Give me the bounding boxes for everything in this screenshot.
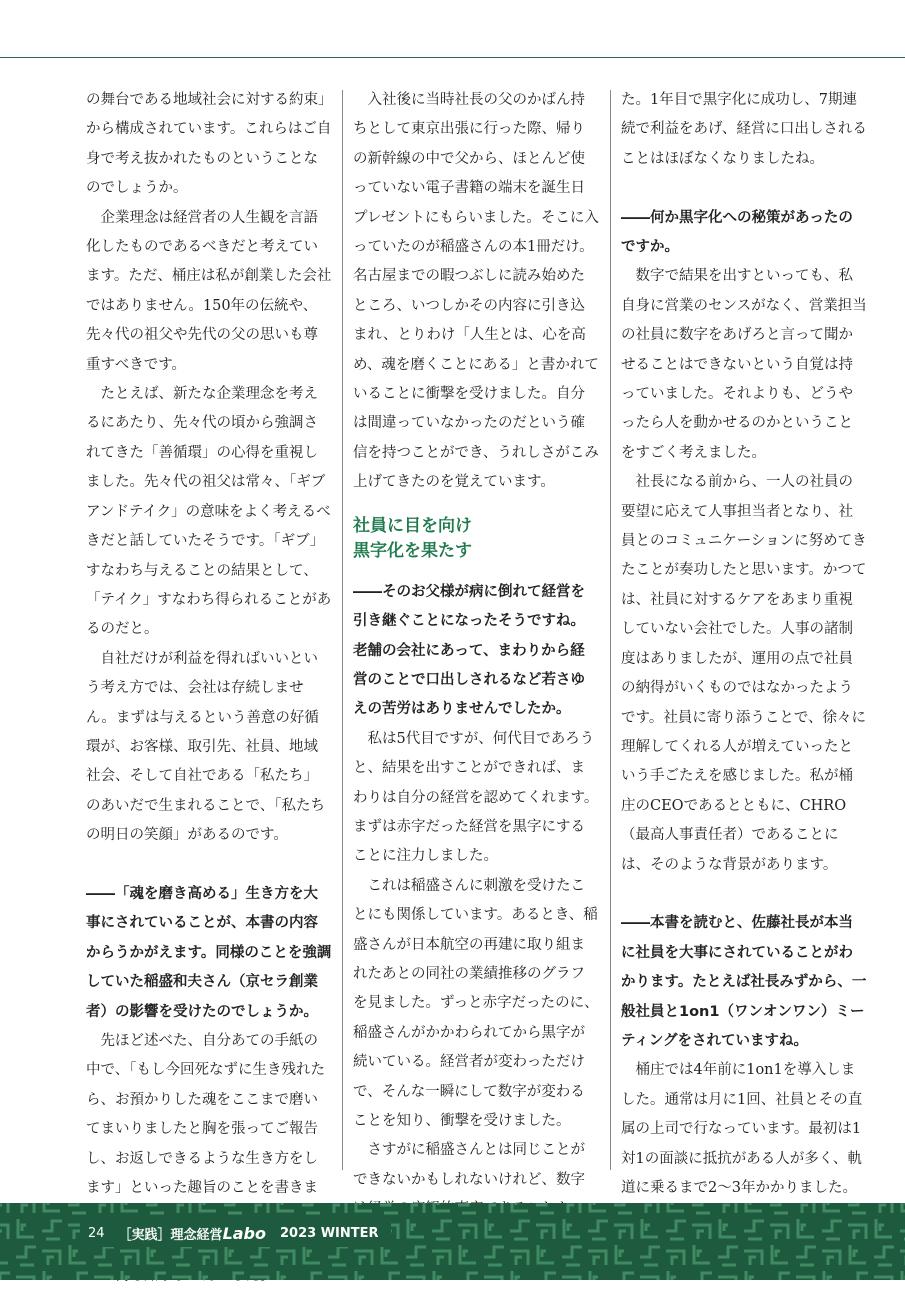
interview-question: ――本書を読むと、佐藤社長が本当に社員を大事にされていることがわかります。たとえば社長みずから、一般社員と1on1（ワンオンワン）ミーティングをされていますね。 xyxy=(621,915,867,1049)
pattern-glyph xyxy=(668,1271,684,1280)
pattern-glyph xyxy=(94,1203,112,1213)
pattern-glyph xyxy=(406,1203,424,1213)
pattern-glyph xyxy=(94,1247,114,1265)
pattern-glyph xyxy=(16,1203,34,1213)
pattern-glyph xyxy=(824,1203,840,1211)
pattern-glyph xyxy=(512,1203,528,1211)
pattern-glyph xyxy=(0,1273,10,1280)
pattern-glyph xyxy=(588,1251,606,1265)
section-heading-line-1: 社員に目を向け xyxy=(353,515,472,536)
issue-label: 2023 WINTER xyxy=(280,1225,379,1241)
pattern-glyph xyxy=(510,1251,528,1265)
pattern-glyph xyxy=(718,1247,738,1265)
pattern-glyph xyxy=(42,1251,60,1265)
pattern-glyph xyxy=(746,1203,762,1211)
pattern-glyph xyxy=(642,1219,658,1237)
pattern-glyph xyxy=(588,1221,608,1239)
pattern-glyph xyxy=(44,1203,60,1211)
pattern-glyph xyxy=(614,1273,634,1280)
pattern-glyph xyxy=(770,1203,790,1213)
pattern-glyph xyxy=(120,1251,138,1265)
pattern-glyph xyxy=(564,1219,580,1237)
pattern-glyph xyxy=(434,1203,450,1211)
pattern-glyph xyxy=(380,1273,400,1280)
pattern-glyph xyxy=(720,1219,736,1237)
pattern-glyph xyxy=(460,1245,476,1263)
pattern-glyph xyxy=(122,1203,138,1211)
pattern-glyph xyxy=(590,1203,606,1211)
paragraph: たとえば、新たな企業理念を考えるにあたり、先々代の頃から強調されてきた「善循環」の心得を重視しました。先々代の祖父は常々、「ギブアンドテイク」の意味をよく考えるべきだと話していたそうです。「ギブ」すなわち与えることの結果として、「テイク」すなわち得られることがあるのだと。 xyxy=(86,386,332,638)
pattern-glyph xyxy=(224,1203,244,1213)
pattern-glyph xyxy=(850,1245,866,1263)
paragraph: 先ほど述べた、自分あての手紙の中で、「もし今回死なずに生き残れたら、お預かりした魂をここまで磨いてまいりましたと胸を張ってご報告し、お返しできるような生き方をします」といった趣旨のことを書きま xyxy=(86,1032,325,1197)
pattern-glyph xyxy=(510,1221,530,1239)
pattern-glyph xyxy=(458,1225,476,1239)
column-divider xyxy=(342,90,343,1170)
page-number: 24 xyxy=(88,1225,105,1241)
pattern-glyph xyxy=(224,1273,244,1280)
pattern-glyph xyxy=(408,1219,424,1237)
pattern-glyph xyxy=(406,1247,426,1265)
pattern-glyph xyxy=(746,1271,762,1280)
pattern-glyph xyxy=(356,1271,372,1280)
pattern-glyph xyxy=(148,1245,164,1263)
pattern-glyph xyxy=(796,1247,816,1265)
pattern-glyph xyxy=(848,1273,868,1280)
interview-question: ――何か黒字化への秘策があったのですか。 xyxy=(621,209,853,256)
pattern-glyph xyxy=(668,1203,684,1211)
pattern-glyph xyxy=(640,1203,658,1213)
pattern-glyph xyxy=(226,1245,242,1263)
paragraph-gap xyxy=(621,174,867,203)
pattern-glyph xyxy=(68,1203,88,1213)
paragraph-gap xyxy=(621,880,867,909)
pattern-glyph xyxy=(538,1245,554,1263)
pattern-glyph xyxy=(434,1271,450,1280)
pattern-glyph xyxy=(458,1273,478,1280)
pattern-glyph xyxy=(796,1203,814,1213)
pattern-glyph xyxy=(70,1245,86,1263)
pattern-glyph xyxy=(328,1203,346,1213)
pattern-glyph xyxy=(16,1247,36,1265)
pattern-glyph xyxy=(486,1219,502,1237)
pattern-glyph xyxy=(356,1203,372,1211)
pattern-glyph xyxy=(770,1273,790,1280)
section-heading-line-2: 黒字化を果たす xyxy=(353,540,472,561)
paragraph: 私は5代目ですが、何代目であろうと、結果を出すことができれば、まわりは自分の経営を認めてくれます。まずは赤字だった経営を黒字にすることに注力しました。 xyxy=(353,730,599,865)
article-column-2 xyxy=(353,86,599,1254)
pattern-glyph xyxy=(146,1203,166,1213)
paragraph: 企業理念は経営者の人生観を言語化したものであるべきだと考えています。ただ、桶庄は私が創業した会社ではありません。150年の伝統や、先々代の祖父や先代の父の思いも尊重すべきです。 xyxy=(86,209,332,373)
pattern-glyph xyxy=(432,1221,452,1239)
paragraph: さすがに稲盛さんとは同じことができないかもしれないけれど、数字 xyxy=(353,1142,585,1188)
paragraph-gap xyxy=(86,851,332,880)
article-column-1 xyxy=(86,86,332,1292)
pattern-glyph xyxy=(328,1247,348,1265)
pattern-glyph xyxy=(18,1219,34,1237)
pattern-glyph xyxy=(692,1203,712,1213)
pattern-glyph xyxy=(874,1203,892,1213)
paragraph: 入社後に当時社長の父のかばん持ちとして東京出張に行った際、帰りの新幹線の中で父から、ほとんど使っていない電子書籍の端末を誕生日プレゼントにもらいました。そこに入っていたのが稲盛さんの本1冊だけ。名古屋までの暇つぶしに読み始めたところ、いつしかその内容に引き込まれ、とりわけ「人生とは、心を高め、魂を磨くことにある」と書かれていることに衝撃を受けました。自分は間違っていなかったのだという確信を持つことができ、うれしさがこみ上げてきたのを覚えています。 xyxy=(353,92,599,491)
pattern-glyph xyxy=(278,1203,294,1211)
pattern-glyph xyxy=(694,1245,710,1263)
pattern-glyph xyxy=(122,1271,138,1280)
pattern-glyph xyxy=(614,1203,634,1213)
pattern-glyph xyxy=(302,1203,322,1213)
magazine-title-labo: Labo xyxy=(222,1223,266,1243)
pattern-glyph xyxy=(874,1247,894,1265)
pattern-glyph xyxy=(824,1271,840,1280)
pattern-glyph xyxy=(44,1271,60,1280)
pattern-glyph xyxy=(562,1247,582,1265)
pattern-glyph xyxy=(354,1251,372,1265)
pattern-glyph xyxy=(42,1221,62,1239)
pattern-glyph xyxy=(822,1251,840,1265)
magazine-title xyxy=(119,1224,266,1243)
pattern-glyph xyxy=(848,1203,868,1213)
pattern-glyph xyxy=(536,1273,556,1280)
pattern-glyph xyxy=(484,1203,502,1213)
magazine-title-prefix: ［実践］理念経営 xyxy=(118,1227,223,1243)
pattern-glyph xyxy=(484,1247,504,1265)
pattern-glyph xyxy=(718,1203,736,1213)
article-column-3 xyxy=(621,86,867,1262)
paragraph: これは稲盛さんに刺激を受けたことにも関係しています。あるとき、稲盛さんが日本航空の再建に取り組まれたあとの同社の業績推移のグラフを見ました。ずっと赤字だったのに、稲盛さんがかかわられてから黒字が続いている。経営者が変わっただけで、そんな一瞬にして数字が変わることを知り、衝撃を受けました。 xyxy=(353,877,599,1129)
pattern-glyph xyxy=(200,1271,216,1280)
pattern-glyph xyxy=(536,1225,554,1239)
column-divider xyxy=(610,90,611,1170)
pattern-glyph xyxy=(380,1203,400,1213)
paragraph: 社長になる前から、一人の社員の要望に応えて人事担当者となり、社員とのコミュニケーションに努めてきたことが奏功したと思います。かつては、社員に対するケアをあまり重視していない会社でした。人事の諸制度はありましたが、運用の点で社員の納得がいくものではなかったようです。社員に寄り添うことで、徐々に理解してくれる人が増えていったという手ごたえを感じました。私が桶庄のCEOであるとともに、CHRO（最高人事責任者）であることには、そのような背景があります。 xyxy=(621,474,867,873)
pattern-glyph xyxy=(744,1221,764,1239)
section-heading xyxy=(353,514,599,564)
pattern-glyph xyxy=(0,1245,8,1263)
interview-question: ――そのお父様が病に倒れて経営を引き継ぐことになったそうですね。老舗の会社にあって、まわりから経営のことで口出しされるなど若さゆえの苦労はありませんでしたか。 xyxy=(353,583,585,718)
pattern-glyph xyxy=(536,1203,556,1213)
pattern-glyph xyxy=(876,1219,892,1237)
pattern-glyph xyxy=(848,1225,866,1239)
pattern-glyph xyxy=(276,1251,294,1265)
pattern-glyph xyxy=(302,1273,322,1280)
pattern-glyph xyxy=(200,1203,216,1211)
pattern-glyph xyxy=(250,1203,268,1213)
footer-band xyxy=(80,1219,391,1247)
pattern-glyph xyxy=(900,1221,905,1239)
pattern-glyph xyxy=(278,1271,294,1280)
pattern-glyph xyxy=(198,1251,216,1265)
pattern-glyph xyxy=(172,1247,192,1265)
pattern-glyph xyxy=(146,1273,166,1280)
pattern-glyph xyxy=(432,1251,450,1265)
pattern-glyph xyxy=(900,1251,905,1265)
pattern-glyph xyxy=(744,1251,762,1265)
pattern-glyph xyxy=(666,1251,684,1265)
pattern-glyph xyxy=(512,1271,528,1280)
page-footer xyxy=(0,1203,905,1280)
pattern-glyph xyxy=(304,1245,320,1263)
interview-question: ――「魂を磨き高める」生き方を大事にされていることが、本書の内容からうかがえます。同様のことを強調していた稲盛和夫さん（京セラ創業者）の影響を受けたのでしょうか。 xyxy=(86,885,332,1020)
pattern-glyph xyxy=(616,1245,632,1263)
paragraph: た。1年目で黒字化に成功し、7期連続で利益をあげ、経営に口出しされることはほぼなくなりましたね。 xyxy=(621,92,867,167)
pattern-glyph xyxy=(614,1225,632,1239)
pattern-glyph xyxy=(640,1247,660,1265)
paragraph: 自社だけが利益を得ればいいという考え方では、会社は存続しません。まずは与えるという善意の好循環が、お客様、取引先、社員、地域社会、そして自社である「私たち」のあいだで生まれることで、「私たちの明日の笑顔」があるのです。 xyxy=(86,650,325,844)
pattern-glyph xyxy=(458,1203,478,1213)
pattern-glyph xyxy=(772,1245,788,1263)
pattern-glyph xyxy=(822,1221,842,1239)
pattern-glyph xyxy=(0,1203,8,1213)
pattern-glyph xyxy=(382,1245,398,1263)
pattern-glyph xyxy=(562,1203,580,1213)
top-rule xyxy=(0,57,905,58)
pattern-glyph xyxy=(590,1271,606,1280)
pattern-glyph xyxy=(770,1225,788,1239)
pattern-glyph xyxy=(68,1273,88,1280)
pattern-glyph xyxy=(692,1225,710,1239)
paragraph: 数字で結果を出すといっても、私自身に営業のセンスがなく、営業担当の社員に数字をあげろと言って聞かせることはできないという自覚は持っていました。それよりも、どうやったら人を動かせるのかということをすごく考えました。 xyxy=(621,268,867,461)
pattern-glyph xyxy=(692,1273,712,1280)
paragraph: の舞台である地域社会に対する約束」から構成されています。これらはご自身で考え抜かれたものということなのでしょうか。 xyxy=(86,92,332,197)
pattern-glyph xyxy=(666,1221,686,1239)
pattern-glyph xyxy=(250,1247,270,1265)
pattern-glyph xyxy=(798,1219,814,1237)
pattern-glyph xyxy=(172,1203,190,1213)
pattern-glyph xyxy=(0,1225,8,1239)
paragraph: 桶庄では4年前に1on1を導入しました。通常は月に1回、社員とその直属の上司で行なっています。最初は1対1の面談に抵抗がある人が多く、軌道に乗るまで2～3年かかりました。 xyxy=(621,1062,863,1196)
